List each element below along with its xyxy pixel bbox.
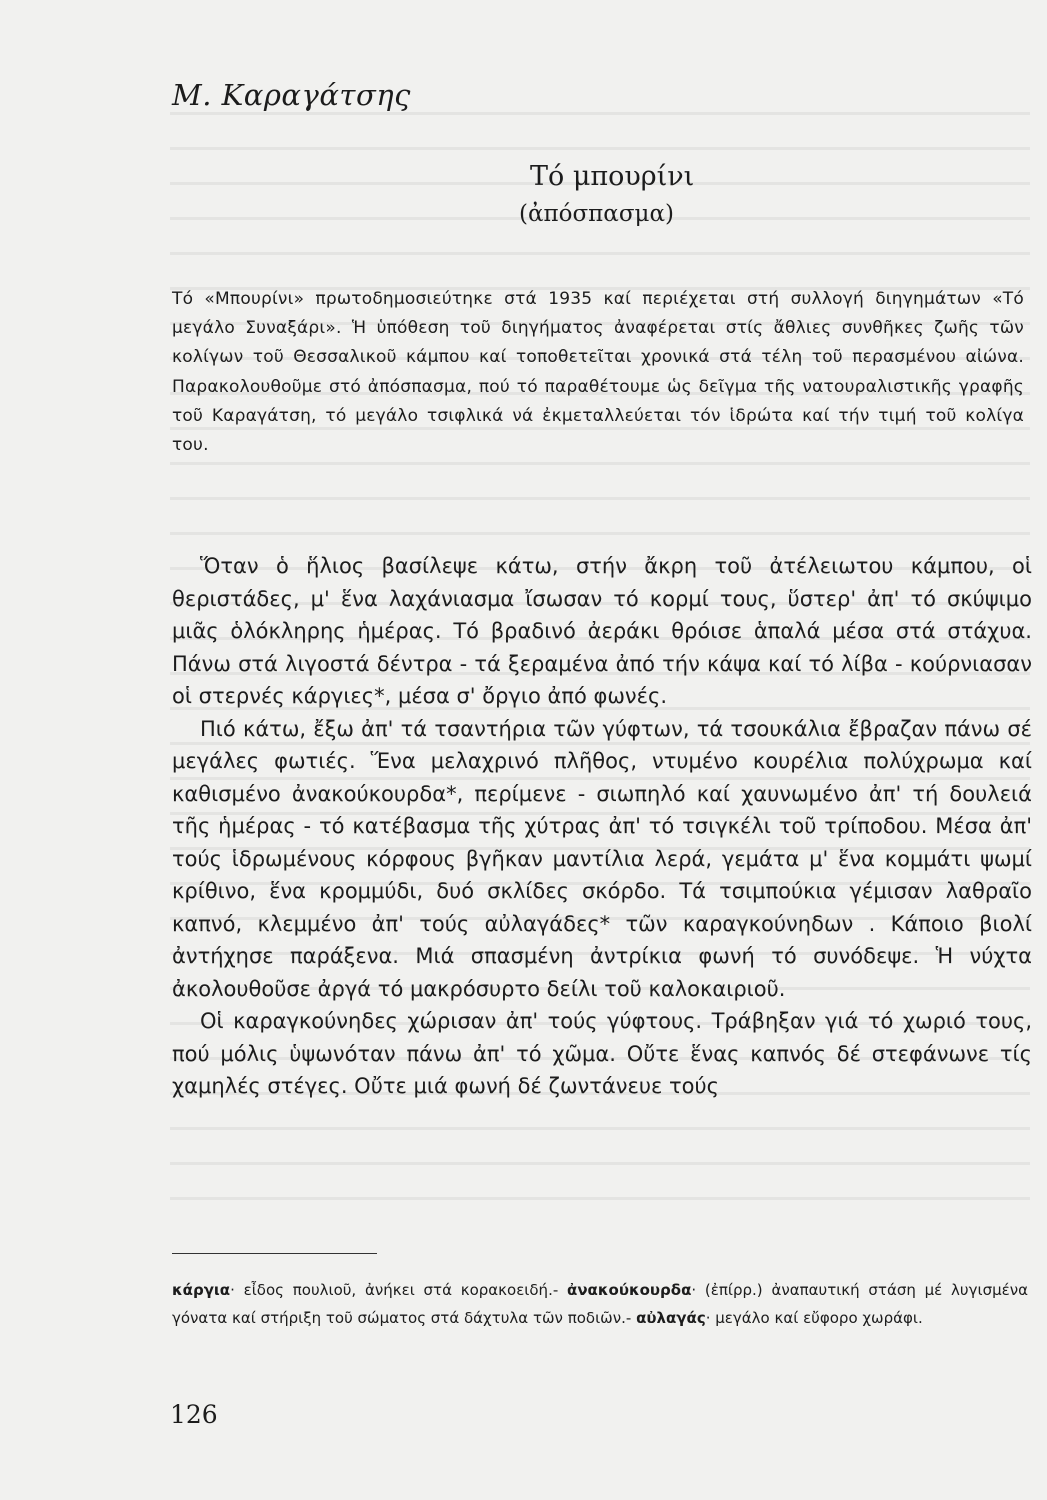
footnote-text: · (ἐπίρρ.) ἀναπαυτική στάση μέ λυγισμένα γόνατα καί στήριξη τοῦ σώματος στά δάχτυλα τῶν ποδιῶν.- (172, 1281, 1028, 1327)
author-name: Μ. Καραγάτσης (172, 78, 411, 112)
footnote-term: κάργια (172, 1281, 231, 1299)
footnote-divider (172, 1253, 377, 1254)
footnote-text: · εἶδος πουλιοῦ, ἀνήκει στά κορακοειδή.- (230, 1281, 568, 1299)
story-title: Τό μπουρίνι (530, 161, 695, 192)
footnote-term: ἀνακούκουρδα (567, 1281, 692, 1299)
footnote-text: · μεγάλο καί εὔφορο χωράφι. (705, 1308, 923, 1327)
intro-paragraph: Τό «Μπουρίνι» πρωτοδημοσιεύτηκε στά 1935 καί περιέχεται στή συλλογή διηγημάτων «Τό μεγάλο Συναξάρι». Ἡ ὑπόθεση τοῦ διηγήματος ἀναφέρεται στίς ἄθλιες συνθῆκες ζωῆς τῶν κολίγων τοῦ Θεσσαλικοῦ κάμπου καί τοποθετεῖται χρονικά στά τέλη τοῦ περασμένου αἰώνα. Παρακολουθοῦμε στό ἀπόσπασμα, πού τό παραθέτουμε ὡς δεῖγμα τῆς νατουραλιστικῆς γραφῆς τοῦ Καραγάτση, τό μεγάλο τσιφλικά νά ἐκμεταλλεύεται τόν ἱδρώτα καί τήν τιμή τοῦ κολίγα του. (172, 289, 1024, 456)
story-paragraph: Πιό κάτω, ἔξω ἀπ' τά τσαντήρια τῶν γύφτων, τά τσουκάλια ἔβραζαν πάνω σέ μεγάλες φωτιές. Ἕνα μελαχρινό πλῆθος, ντυμένο κουρέλια πολύχρωμα καί καθισμένο ἀνακούκουρδα*, περίμενε - σιωπηλό καί χαυνωμένο ἀπ' τή δουλειά τῆς ἡμέρας - τό κατέβασμα τῆς χύτρας ἀπ' τό τσιγκέλι τοῦ τρίποδου. Μέσα ἀπ' τούς ἱδρωμένους κόρφους βγῆκαν μαντίλια λερά, γεμάτα μ' ἕνα κομμάτι ψωμί κρίθινο, ἕνα κρομμύδι, δυό σκλίδες σκόρδο. Τά τσιμπούκια γέμισαν λαθραῖο καπνό, κλεμμένο ἀπ' τούς αὐλαγάδες* τῶν καραγκούνηδων . Κάποιο βιολί ἀντήχησε παράξενα. Μιά σπασμένη ἀντρίκια φωνή τό συνόδεψε. Ἡ νύχτα ἀκολουθοῦσε ἀργά τό μακρόσυρτο δείλι τοῦ καλοκαιριοῦ. (172, 716, 1032, 1001)
story-paragraph: Οἱ καραγκούνηδες χώρισαν ἀπ' τούς γύφτους. Τράβηξαν γιά τό χωριό τους, πού μόλις ὑψωνόταν πάνω ἀπ' τό χῶμα. Οὔτε ἕνας καπνός δέ στεφάνωνε τίς χαμηλές στέγες. Οὔτε μιά φωνή δέ ζωντάνευε τούς (172, 1009, 1032, 1098)
story-paragraph: Ὅταν ὁ ἥλιος βασίλεψε κάτω, στήν ἄκρη τοῦ ἀτέλειωτου κάμπου, οἱ θεριστάδες, μ' ἕνα λαχάνιασμα ἴσωσαν τό κορμί τους, ὕστερ' ἀπ' τό σκύψιμο μιᾶς ὁλόκληρης ἡμέρας. Τό βραδινό ἀεράκι θρόισε ἁπαλά μέσα στά στάχυα. Πάνω στά λιγοστά δέντρα - τά ξεραμένα ἀπό τήν κάψα καί τό λίβα - κούρνιασαν οἱ στερνές κάργιες*, μέσα σ' ὄργιο ἀπό φωνές. (172, 554, 1032, 708)
page-number: 126 (170, 1400, 218, 1429)
footnote-term: αὐλαγάς (636, 1308, 706, 1327)
story-subtitle: (ἀπόσπασμα) (519, 201, 674, 227)
story-text (172, 550, 1032, 1103)
footnotes (172, 1277, 1028, 1332)
